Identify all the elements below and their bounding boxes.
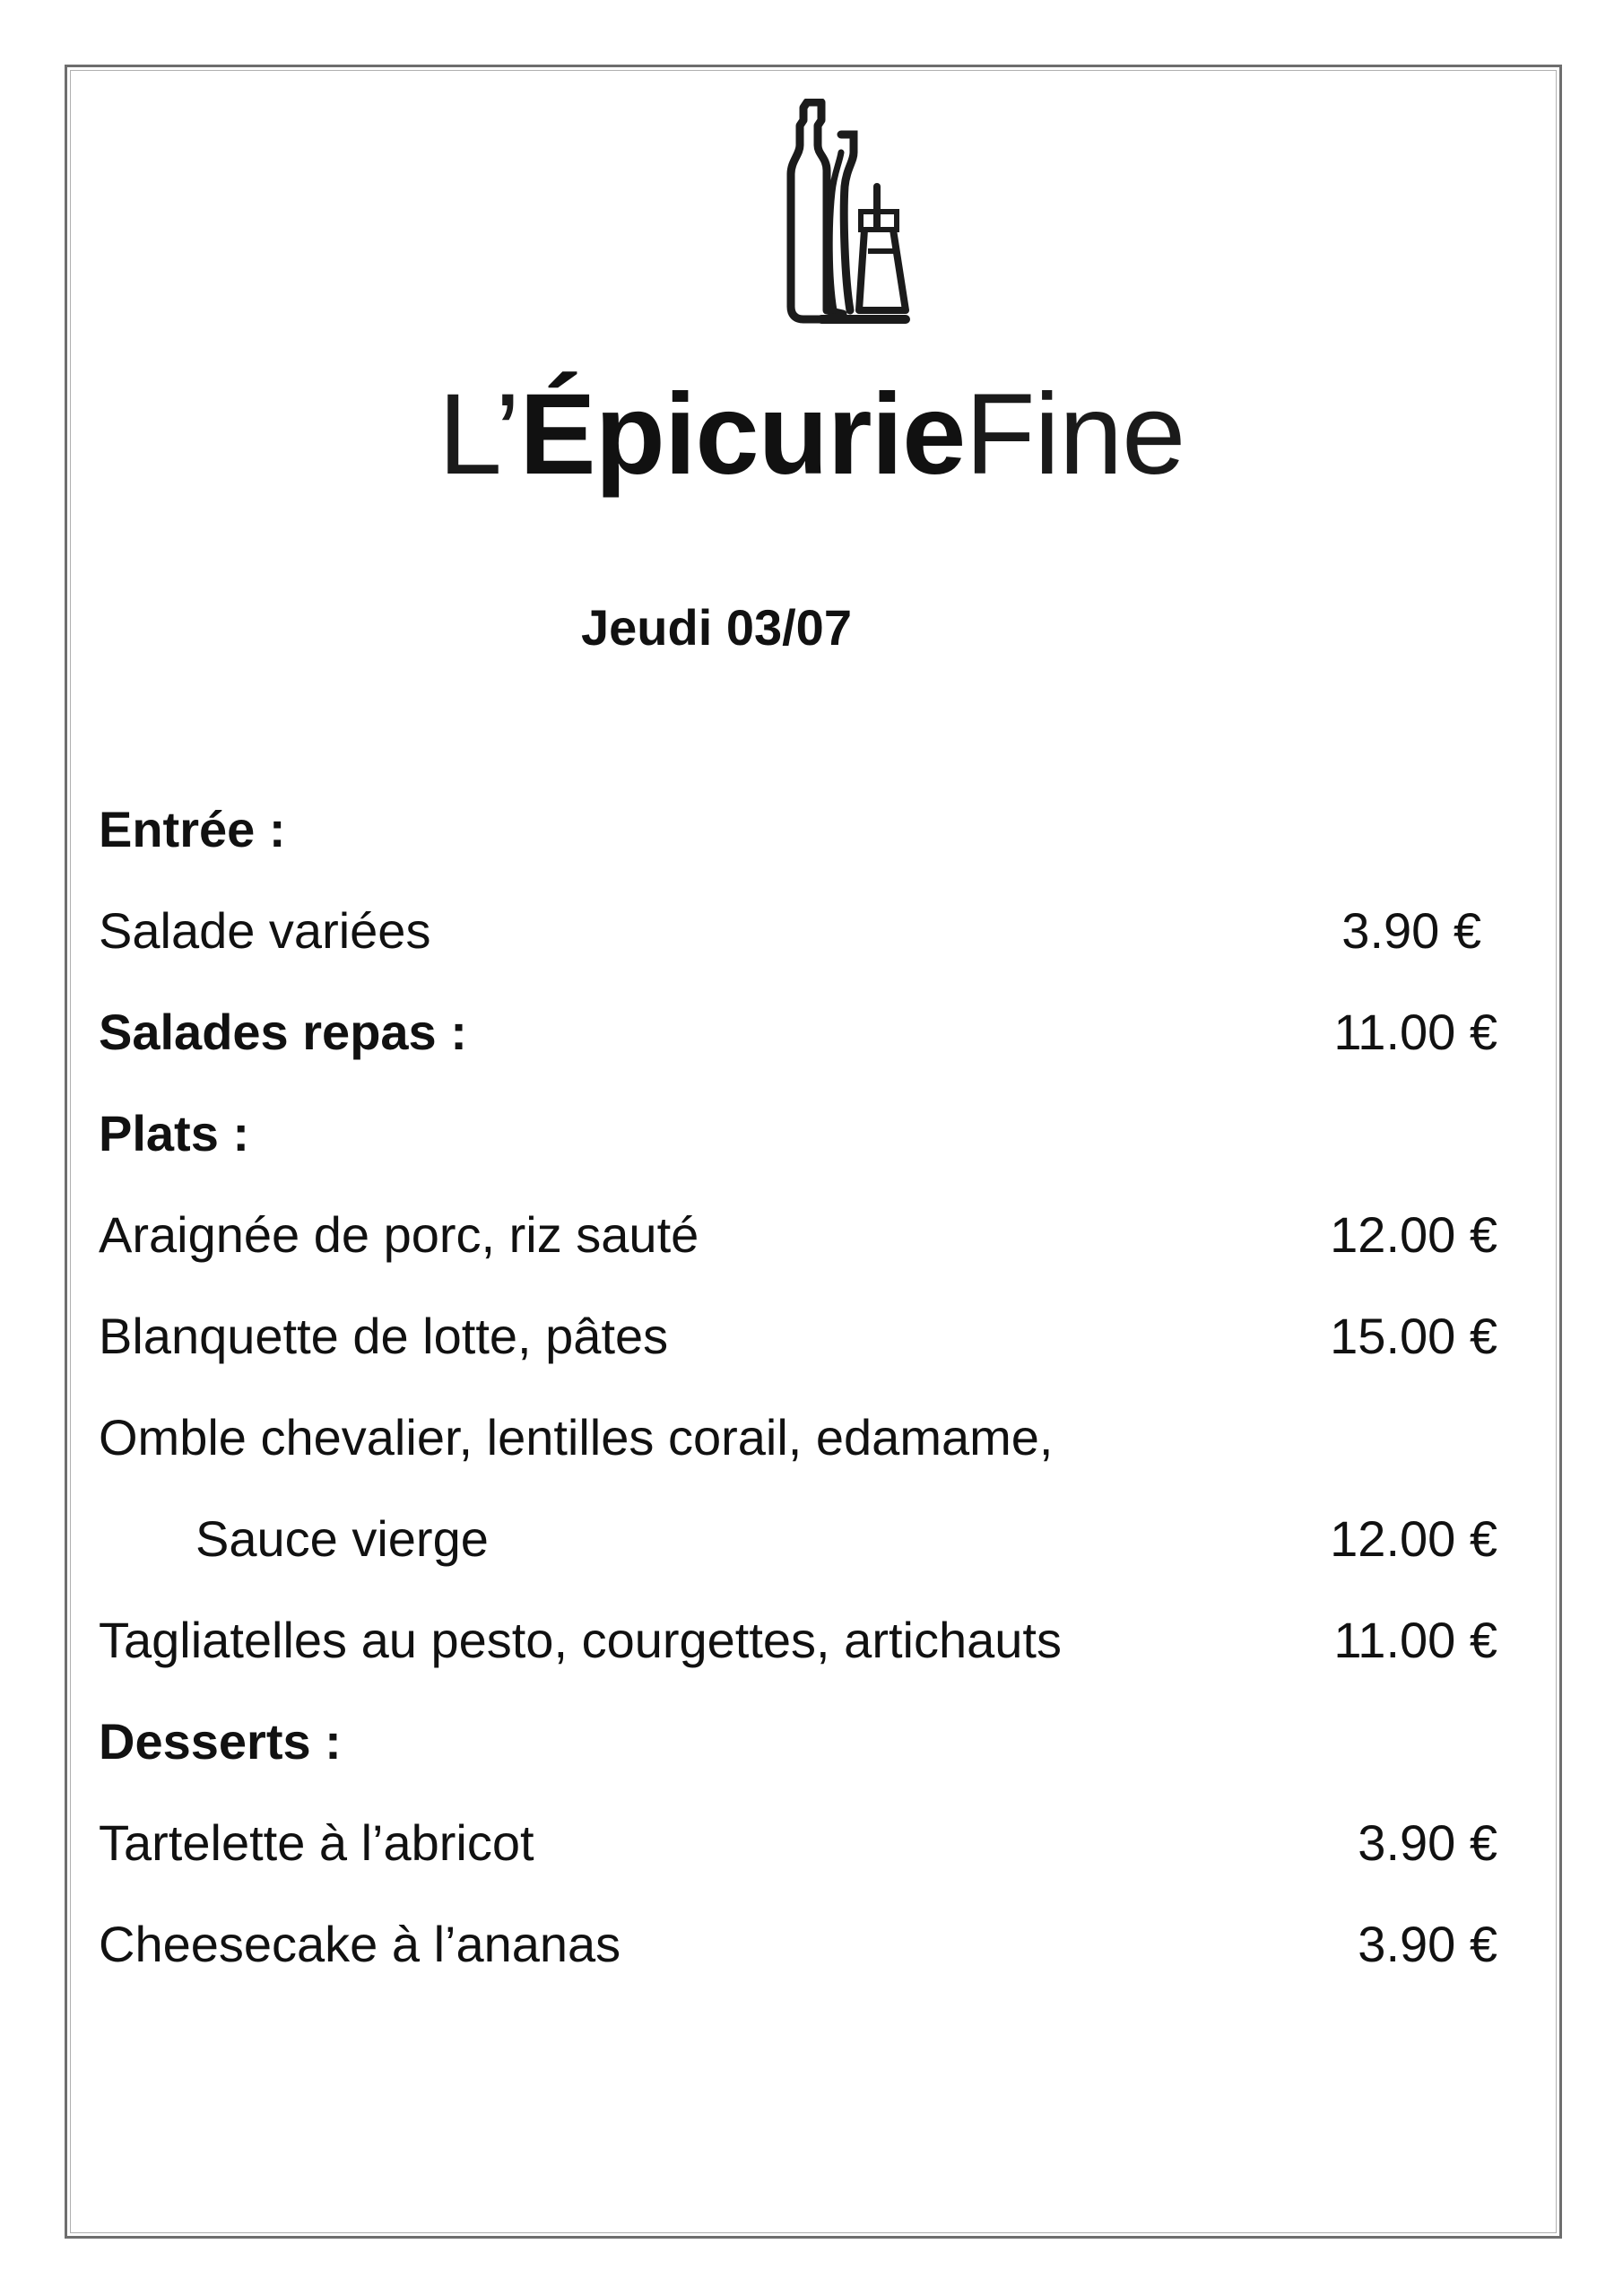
menu-item-label: Cheesecake à l’ananas [99, 1916, 621, 1972]
section-header-entree [99, 794, 1497, 865]
menu-item-label: Sauce vierge [195, 1510, 489, 1567]
menu-item [99, 1605, 1497, 1676]
section-header-plats [99, 1098, 1497, 1170]
brand-prefix: L’ [438, 370, 520, 499]
menu-item-price: 15.00 € [1330, 1308, 1497, 1364]
menu-item-price: 3.90 € [1341, 902, 1481, 959]
menu-item [99, 1199, 1497, 1271]
menu-item-label: Tartelette à l’abricot [99, 1814, 534, 1871]
menu-item [99, 1909, 1497, 1980]
brand-wordmark [0, 354, 1623, 516]
menu-item [99, 895, 1497, 967]
menu-item-label: Omble chevalier, lentilles corail, edamame, [99, 1409, 1054, 1465]
section-header-label: Desserts : [99, 1713, 342, 1770]
section-header-label: Entrée : [99, 801, 286, 857]
section-header-label: Salades repas : [99, 1004, 467, 1060]
menu-item-label: Tagliatelles au pesto, courgettes, artichauts [99, 1612, 1062, 1668]
menu-item-label: Araignée de porc, riz sauté [99, 1206, 699, 1263]
menu-item-price: 11.00 € [1333, 1004, 1497, 1060]
bottles-logo-icon [771, 99, 915, 325]
menu-item-price: 11.00 € [1333, 1612, 1497, 1668]
brand-name-bold: Épicurie [519, 370, 966, 499]
menu-item [99, 1402, 1497, 1474]
brand-name-light: Fine [965, 370, 1185, 499]
menu-item-price: 12.00 € [1330, 1510, 1497, 1567]
menu-item-price: 12.00 € [1330, 1206, 1497, 1263]
section-header-salades-repas [99, 996, 1497, 1068]
menu-item [99, 1807, 1497, 1879]
menu-item-continuation [99, 1503, 1497, 1575]
menu-item-label: Blanquette de lotte, pâtes [99, 1308, 669, 1364]
menu-item-price: 3.90 € [1358, 1814, 1497, 1871]
menu-item [99, 1300, 1497, 1372]
section-header-label: Plats : [99, 1105, 250, 1161]
menu-item-price: 3.90 € [1358, 1916, 1497, 1972]
menu-date: Jeudi 03/07 [581, 599, 852, 656]
menu-item-label: Salade variées [99, 902, 431, 959]
section-header-desserts [99, 1706, 1497, 1778]
